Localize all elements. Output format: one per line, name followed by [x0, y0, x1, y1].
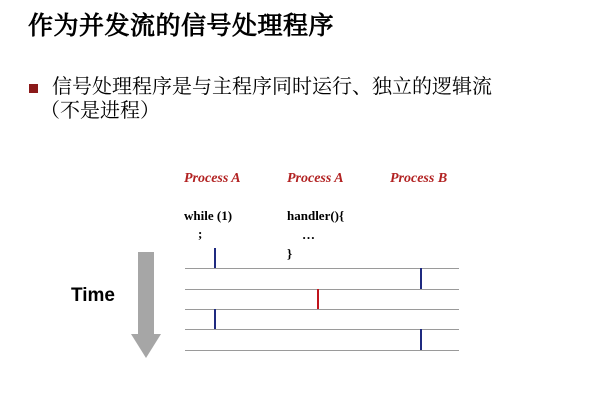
bullet-line-1: 信号处理程序是与主程序同时运行、独立的逻辑流 — [52, 74, 492, 98]
execution-tick-handler — [317, 289, 319, 309]
handler-code-line-1: handler(){ — [287, 208, 345, 223]
timeline-divider — [185, 309, 459, 310]
execution-tick-process-b — [420, 329, 422, 350]
execution-tick-process-a-main — [214, 309, 216, 329]
process-label-b: Process B — [390, 171, 448, 186]
bullet-line-2: （不是进程） — [40, 98, 160, 122]
timeline-divider — [185, 268, 459, 269]
bullet-text — [40, 74, 492, 122]
handler-code-line-2: … — [302, 227, 315, 242]
main-code-line-2: ; — [198, 226, 203, 241]
process-label-a-handler: Process A — [287, 171, 344, 186]
execution-tick-process-a-main — [214, 248, 216, 268]
time-axis-label: Time — [71, 285, 116, 306]
bullet-square-icon — [29, 84, 38, 93]
page-title: 作为并发流的信号处理程序 — [28, 11, 335, 40]
timeline-divider — [185, 329, 459, 330]
handler-code-line-3: } — [287, 246, 293, 261]
timeline-divider — [185, 289, 459, 290]
process-label-a-main: Process A — [184, 171, 241, 186]
execution-tick-process-b — [420, 268, 422, 289]
time-arrow-icon — [130, 252, 164, 362]
main-code-line-1: while (1) — [184, 208, 233, 223]
timeline-divider — [185, 350, 459, 351]
